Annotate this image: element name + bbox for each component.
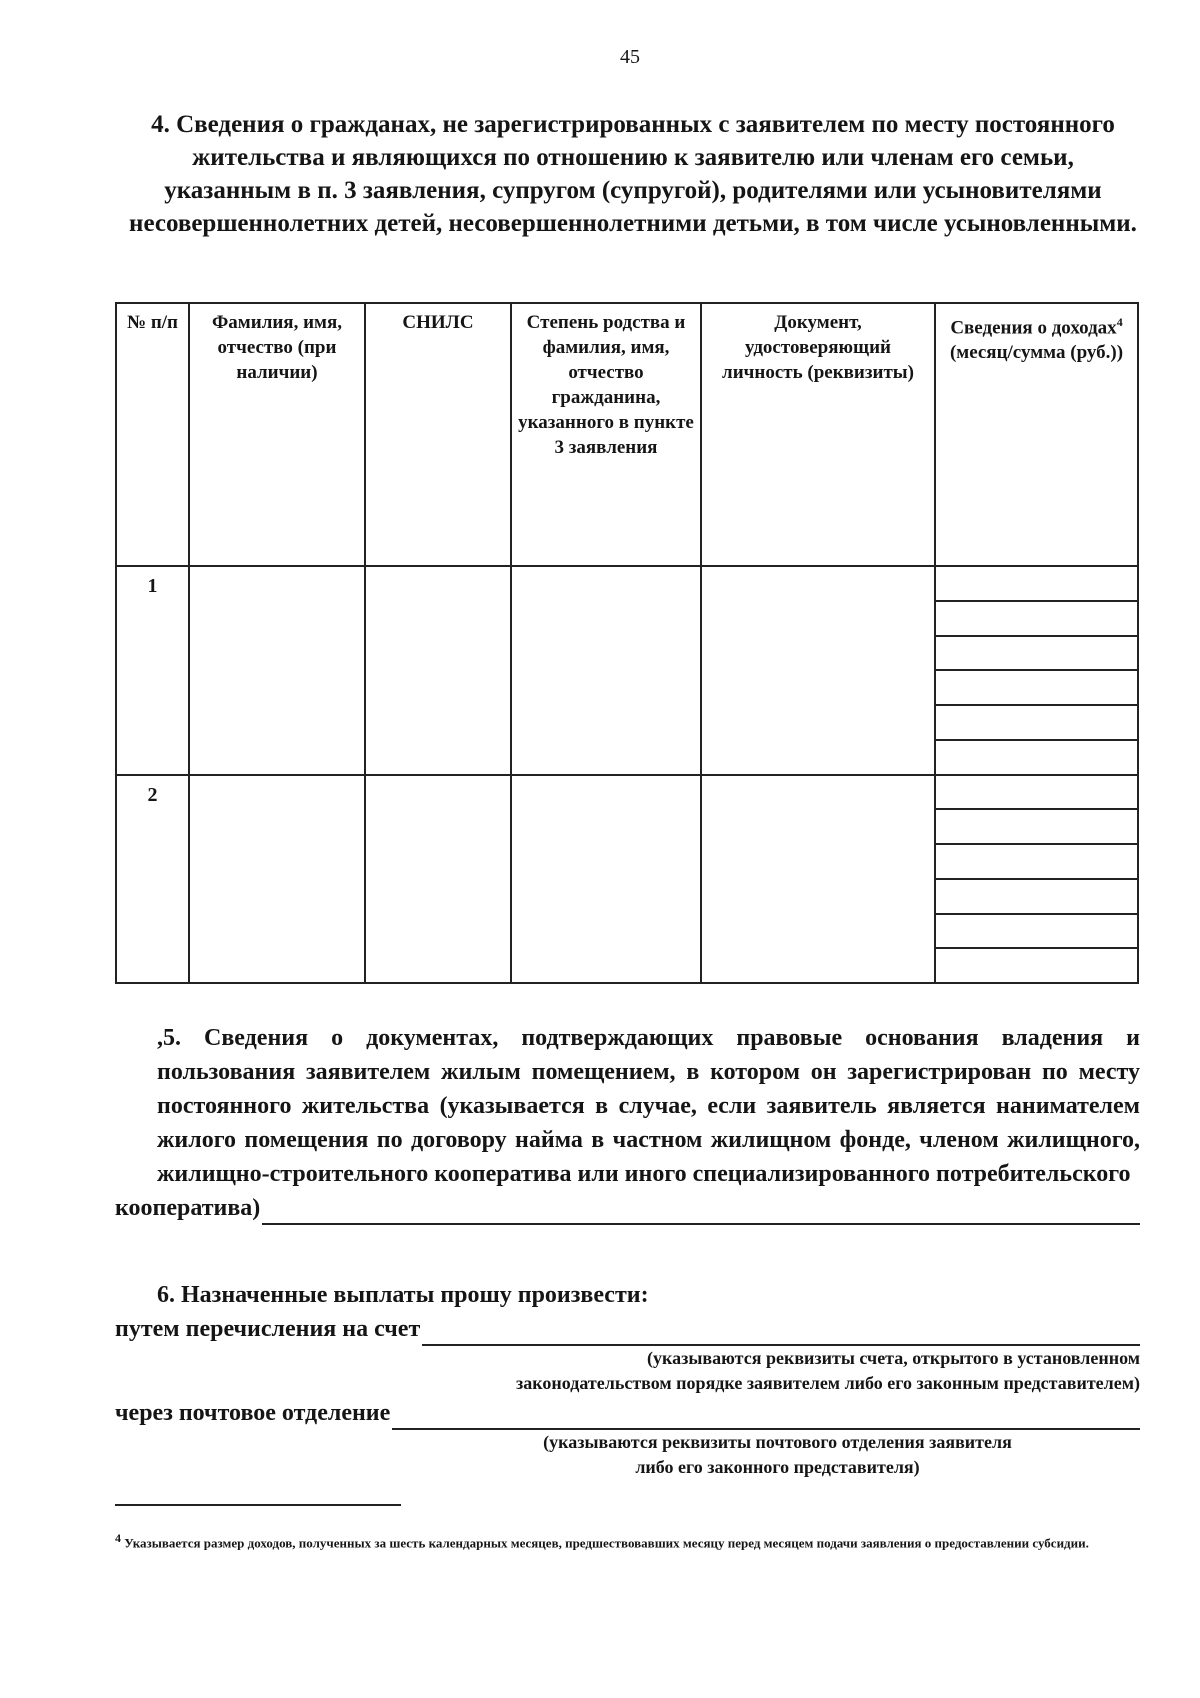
account-hint-2: законодательством порядке заявителем либо его законным представителем): [516, 1373, 1140, 1393]
post-row: [115, 1396, 1140, 1430]
post-label: через почтовое отделение: [115, 1400, 391, 1426]
post-hint-2: либо его законного представителя): [635, 1457, 920, 1477]
footnote-separator: [115, 1504, 401, 1506]
section-5-blank-line[interactable]: [262, 1195, 1140, 1225]
section-5-fill-row: [115, 1191, 1140, 1225]
header-income-suffix: (месяц/сумма (руб.)): [949, 342, 1124, 364]
footnote-text: Указывается размер доходов, полученных за шесть календарных месяцев, предшествовавших месяцу перед месяцем подачи заявления о предоставлении субсидии.: [124, 1535, 1089, 1551]
row-number: 1: [116, 566, 189, 775]
section-5: [115, 1021, 1140, 1225]
income-month-cell[interactable]: [936, 739, 1137, 774]
post-blank-line[interactable]: [392, 1400, 1140, 1430]
header-identity-document: Документ, удостоверяющий личность (реквизиты): [701, 303, 935, 566]
account-blank-line[interactable]: [422, 1316, 1140, 1346]
cell-full-name[interactable]: [189, 775, 365, 984]
cell-snils[interactable]: [365, 775, 511, 984]
cell-identity-document[interactable]: [701, 566, 935, 775]
cell-income: [935, 566, 1138, 775]
income-month-cell[interactable]: [936, 669, 1137, 704]
header-relationship: Степень родства и фамилия, имя, отчество гражданина, указанного в пункте 3 заявления: [511, 303, 701, 566]
income-month-cell[interactable]: [936, 635, 1137, 670]
income-month-cell[interactable]: [936, 808, 1137, 843]
post-hint-1: (указываются реквизиты почтового отделения заявителя: [543, 1432, 1012, 1452]
cell-snils[interactable]: [365, 566, 511, 775]
header-snils: СНИЛС: [365, 303, 511, 566]
income-month-cell[interactable]: [936, 843, 1137, 878]
account-row: [115, 1312, 1140, 1346]
account-hint-1: (указываются реквизиты счета, открытого в установленном: [647, 1348, 1140, 1368]
income-month-cell[interactable]: [936, 878, 1137, 913]
income-month-cell[interactable]: [936, 947, 1137, 982]
section-4-heading: 4. Сведения о гражданах, не зарегистрированных с заявителем по месту постоянного жительства и являющихся по отношению к заявителю или членам его семьи, указанным в п. 3 заявления, супругом (супругой), родителями или усыновителями несовершеннолетних детей, несовершеннолетними детьми, в том числе усыновленными.: [129, 111, 1137, 237]
cell-relationship[interactable]: [511, 566, 701, 775]
footnote: [115, 1524, 1143, 1557]
cell-income: [935, 775, 1138, 984]
income-month-cell[interactable]: [936, 600, 1137, 635]
cell-identity-document[interactable]: [701, 775, 935, 984]
table-row: [116, 566, 1138, 775]
header-income-label: Сведения о доходах: [950, 317, 1117, 339]
table-row: [116, 775, 1138, 984]
cell-full-name[interactable]: [189, 566, 365, 775]
section-5-text: ,5. Сведения о документах, подтверждающих правовые основания владения и пользования заявителем жилым помещением, в котором он зарегистрирован по месту постоянного жительства (указывается в случае, если заявитель является нанимателем жилого помещения по договору найма в частном жилищном фонде, членом жилищного, жилищно-строительного кооператива или иного специализированного потребительского: [157, 1025, 1140, 1187]
header-income: [935, 303, 1138, 566]
footnote-mark: 4: [115, 1531, 121, 1545]
header-full-name: Фамилия, имя, отчество (при наличии): [189, 303, 365, 566]
income-month-cell[interactable]: [936, 913, 1137, 948]
section-5-last-word: кооператива): [115, 1195, 261, 1221]
section-6-title: 6. Назначенные выплаты прошу произвести:: [157, 1282, 649, 1308]
header-number: № п/п: [116, 303, 189, 566]
page-number: 45: [620, 46, 640, 68]
account-label: путем перечисления на счет: [115, 1316, 421, 1342]
row-number: 2: [116, 775, 189, 984]
income-month-cell[interactable]: [936, 704, 1137, 739]
table-header-row: [116, 303, 1138, 566]
income-month-cell[interactable]: [936, 776, 1137, 809]
section-6: [115, 1278, 1140, 1480]
citizens-table: [115, 302, 1139, 984]
footnote-ref: 4: [1116, 315, 1123, 329]
income-month-cell[interactable]: [936, 567, 1137, 600]
cell-relationship[interactable]: [511, 775, 701, 984]
